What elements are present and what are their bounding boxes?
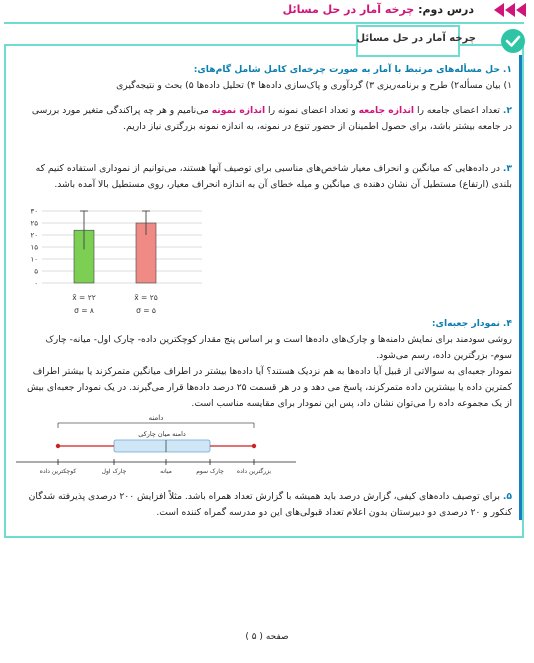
- section-tab-label: چرخه آمار در حل مسائل: [356, 33, 476, 44]
- item-number: ۴.: [502, 318, 512, 329]
- y-tick-label: ۲۵: [30, 219, 38, 228]
- page-word: صفحه: [265, 632, 289, 642]
- boxplot-heading: نمودار جعبه‌ای:: [431, 318, 500, 329]
- y-tick-label: ۰: [34, 279, 38, 288]
- item-3-text: در داده‌هایی که میانگین و انحراف معیار شاخص‌های مناسبی برای توصیف آنها هستند، می‌توانیم از نموداری استفاده کنیم که بلندی (ارتفاع) مستطیل آن نشان دهنده ی میانگین و میله خطای آن به اندازه انحراف معیار، روی مستطیل بالا آمده باشد.: [35, 163, 512, 190]
- axis-label-min: کوچکترین داده: [39, 468, 77, 475]
- item-number: ۱.: [502, 64, 512, 75]
- y-tick-label: ۵: [34, 267, 38, 276]
- item-1-steps: ۱) بیان مسأله۲) طرح و برنامه‌ریزی ۳) گردآوری و پاک‌سازی داده‌ها ۴) تحلیل داده‌ها ۵) بحث و نتیجه‌گیری: [116, 80, 512, 91]
- bar-mean-label: x̄ = ۲۲: [72, 293, 96, 302]
- term-sample-size: اندازه نمونه: [211, 105, 266, 116]
- term-population-size: اندازه جامعه: [358, 105, 415, 116]
- checkmark-badge-icon: [500, 28, 526, 54]
- boxplot-box: [114, 440, 210, 452]
- iqr-label: دامنه میان چارکی: [138, 430, 186, 438]
- bar-sd-label: σ = ۸: [74, 306, 94, 315]
- item-4: [24, 316, 512, 412]
- axis-label-median: میانه: [160, 468, 172, 475]
- frame-top-rule: [4, 22, 524, 24]
- item-5-text: برای توصیف داده‌های کیفی، گزارش درصد باید همیشه با گزارش تعداد همراه باشد. مثلاً افزایش ۲۰۰ درصدی پذیرفته شدگان کنکور و ۲۰ درصدی دو دبیرستان بدون اعلام تعداد قبولی‌های این دو مدرسه گمراه کننده است.: [28, 491, 512, 518]
- item-2-text-a: تعداد اعضای جامعه را: [417, 105, 500, 116]
- lesson-prefix: درس دوم:: [418, 3, 474, 16]
- y-tick-label: ۲۰: [30, 231, 38, 240]
- item-4-paragraph-1: روشی سودمند برای نمایش دامنه‌ها و چارک‌های داده‌ها است و بر اساس پنج مقدار کوچکترین داده- چارک اول- میانه- چارک سوم- بزرگترین داده، رسم می‌شود.: [45, 334, 512, 361]
- boxplot-max-point: [252, 444, 256, 448]
- axis-label-max: بزرگترین داده: [236, 468, 272, 475]
- bar-mean-label: x̄ = ۲۵: [134, 293, 158, 302]
- item-number: ۳.: [502, 163, 512, 174]
- boxplot-min-point: [56, 444, 60, 448]
- axis-label-q1: چارک اول: [101, 468, 127, 475]
- item-5: [24, 489, 512, 521]
- item-number: ۲.: [502, 105, 512, 116]
- item-4-paragraph-2: نمودار جعبه‌ای به سوالاتی از قبیل آیا داده‌ها به هم نزدیک هستند؟ آیا داده‌ها بیشتر در اطراف میانگین متمرکزند یا بیشتر اطراف کمترین داده یا بیشترین داده متمرکزند، پاسخ می دهد و در هر قسمت ۲۵ درصد داده‌ها قرار می‌گیرند. در یک نمودار جعبه‌ای بیش از یک مجموعه داده را می‌توان نشان داد، پس این نمودار برای مقایسه مناسب است.: [26, 366, 512, 409]
- item-1: [24, 62, 512, 94]
- lesson-name: چرخه آمار در حل مسائل: [282, 3, 415, 16]
- page-number: ( ۵ ): [245, 632, 263, 642]
- item-2-text-c: می‌نامیم و هر چه پراکندگی متغیر مورد بررسی در جامعه بیشتر باشد، برای حصول اطمینان از حضور تنوع در نمونه، به اندازه نمونه بزرگتری نیاز داریم.: [31, 105, 512, 132]
- item-3: [24, 161, 512, 193]
- y-tick-label: ۱۵: [30, 243, 38, 252]
- bar-sd-label: σ = ۵: [136, 306, 156, 315]
- y-tick-label: ۱۰: [30, 255, 38, 264]
- frame-right-accent: [519, 55, 522, 520]
- page-header: [0, 0, 534, 22]
- axis-label-q3: چارک سوم: [196, 468, 224, 475]
- range-label: دامنه: [148, 414, 164, 422]
- item-number: ۵.: [502, 491, 512, 502]
- item-2: [24, 103, 512, 135]
- item-1-lead: حل مسأله‌های مرتبط با آمار به صورت چرخه‌ای کامل شامل گام‌های:: [193, 64, 500, 75]
- lesson-title: [283, 3, 474, 16]
- y-tick-label: ۳۰: [30, 207, 38, 216]
- boxplot-diagram: [14, 412, 298, 482]
- header-arrows-icon: [486, 2, 530, 18]
- mean-sd-chart: [20, 205, 210, 317]
- item-2-text-b: و تعداد اعضای نمونه را: [268, 105, 356, 116]
- page-footer: [0, 632, 534, 642]
